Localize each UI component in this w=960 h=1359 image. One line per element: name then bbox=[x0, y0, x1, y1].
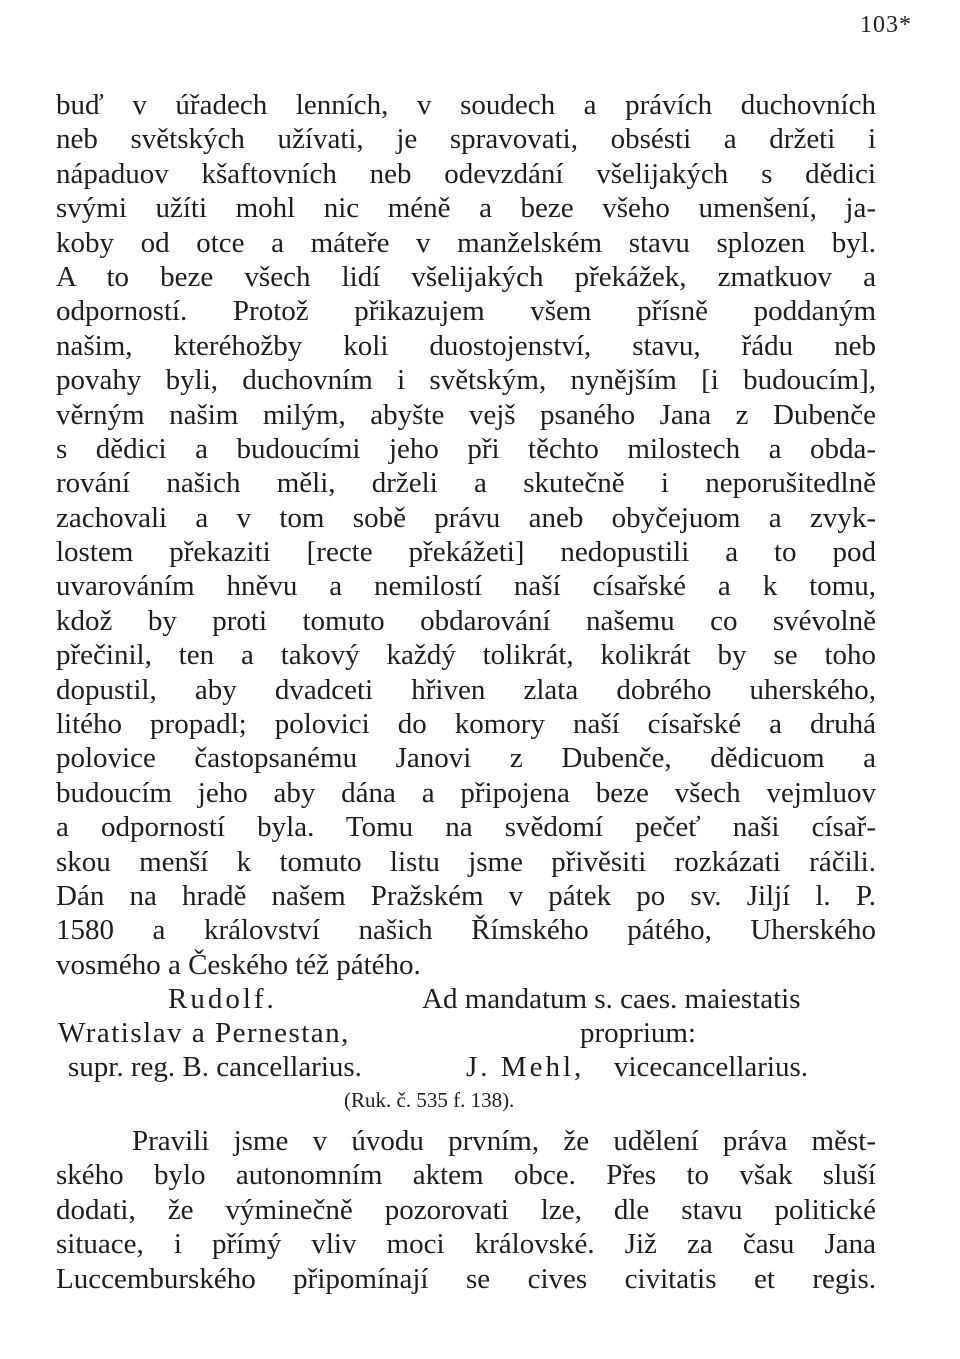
text-line: vosmého a Českého též pátého. bbox=[56, 948, 421, 981]
text-line: uvarováním hněvu a nemilostí naší císařské a k tomu, bbox=[56, 570, 876, 603]
text-line: 1580 a království našich Římského pátého, Uherského bbox=[56, 914, 876, 947]
text-line: lostem překaziti [recte překážeti] nedopustili a to pod bbox=[56, 536, 876, 569]
text-line: koby od otce a máteře v manželském stavu splozen byl. bbox=[56, 226, 876, 259]
text-line: Pravili jsme v úvodu prvním, že udělení práva měst- bbox=[132, 1125, 876, 1157]
signature-mehl: J. Mehl, bbox=[466, 1051, 585, 1083]
text-line: neb světských užívati, je spravovati, obsésti a držeti i bbox=[56, 123, 876, 156]
text-line: polovice častopsanému Janovi z Dubenče, dědicuom a bbox=[56, 742, 876, 775]
text-line: dodati, že výminečně pozorovati lze, dle stavu politické bbox=[56, 1193, 876, 1226]
signature-rudolf: Rudolf. bbox=[168, 983, 277, 1015]
text-line: A to beze všech lidí všelijakých překážek, zmatkuov a bbox=[56, 260, 876, 293]
ad-mandatum: Ad mandatum s. caes. maiestatis bbox=[422, 983, 801, 1015]
text-line: litého propadl; polovici do komory naší císařské a druhá bbox=[56, 708, 876, 741]
text-line: budoucím jeho aby dána a připojena beze všech vejmluov bbox=[56, 776, 876, 809]
page-number: 103* bbox=[860, 12, 912, 38]
text-line: rování našich měli, drželi a skutečně i neporušitedlně bbox=[56, 467, 876, 500]
paragraph-2 bbox=[56, 1124, 876, 1296]
text-line: Dán na hradě našem Pražském v pátek po sv. Jiljí l. P. bbox=[56, 879, 876, 912]
signature-wratislav: Wratislav a Pernestan, bbox=[58, 1017, 350, 1049]
text-line: přečinil, ten a takový každý tolikrát, kolikrát by se toho bbox=[56, 639, 876, 672]
text-line: buď v úřadech lenních, v soudech a právích duchovních bbox=[56, 89, 876, 121]
text-line: dopustil, aby dvadceti hřiven zlata dobrého uherského, bbox=[56, 673, 876, 706]
text-line: našim, kteréhožby koli duostojenství, stavu, řádu neb bbox=[56, 329, 876, 362]
text-line: povahy byli, duchovním i světským, nynějším [i budoucím], bbox=[56, 364, 876, 397]
text-line: s dědici a budoucími jeho při těchto milostech a obda- bbox=[56, 432, 876, 465]
proprium: proprium: bbox=[580, 1017, 696, 1049]
text-line: zachovali a v tom sobě právu aneb obyčejuom a zvyk- bbox=[56, 501, 876, 534]
text-line: situace, i přímý vliv moci královské. Již za času Jana bbox=[56, 1228, 876, 1261]
text-line: a odporností byla. Tomu na svědomí pečeť naši císař- bbox=[56, 811, 876, 844]
vicecancellarius: vicecancellarius. bbox=[614, 1051, 809, 1083]
paragraph-1 bbox=[56, 88, 876, 982]
source-note: (Ruk. č. 535 f. 138). bbox=[344, 1088, 515, 1112]
text-line: kdož by proti tomuto obdarování našemu co svévolně bbox=[56, 604, 876, 637]
text-line: věrným našim milým, abyšte vejš psaného Jana z Dubenče bbox=[56, 398, 876, 431]
text-line: ského bylo autonomním aktem obce. Přes to však sluší bbox=[56, 1159, 876, 1192]
text-line: Luccemburského připomínají se cives civitatis et regis. bbox=[56, 1262, 876, 1295]
text-line: skou menší k tomuto listu jsme přivěsiti rozkázati ráčili. bbox=[56, 845, 876, 878]
text-line: odporností. Protož přikazujem všem přísně poddaným bbox=[56, 295, 876, 328]
text-line: svými užíti mohl nic méně a beze všeho umenšení, ja- bbox=[56, 192, 876, 225]
text-line: nápaduov kšaftovních neb odevzdání všelijakých s dědici bbox=[56, 157, 876, 190]
supr-reg-cancellarius: supr. reg. B. cancellarius. bbox=[68, 1051, 362, 1083]
